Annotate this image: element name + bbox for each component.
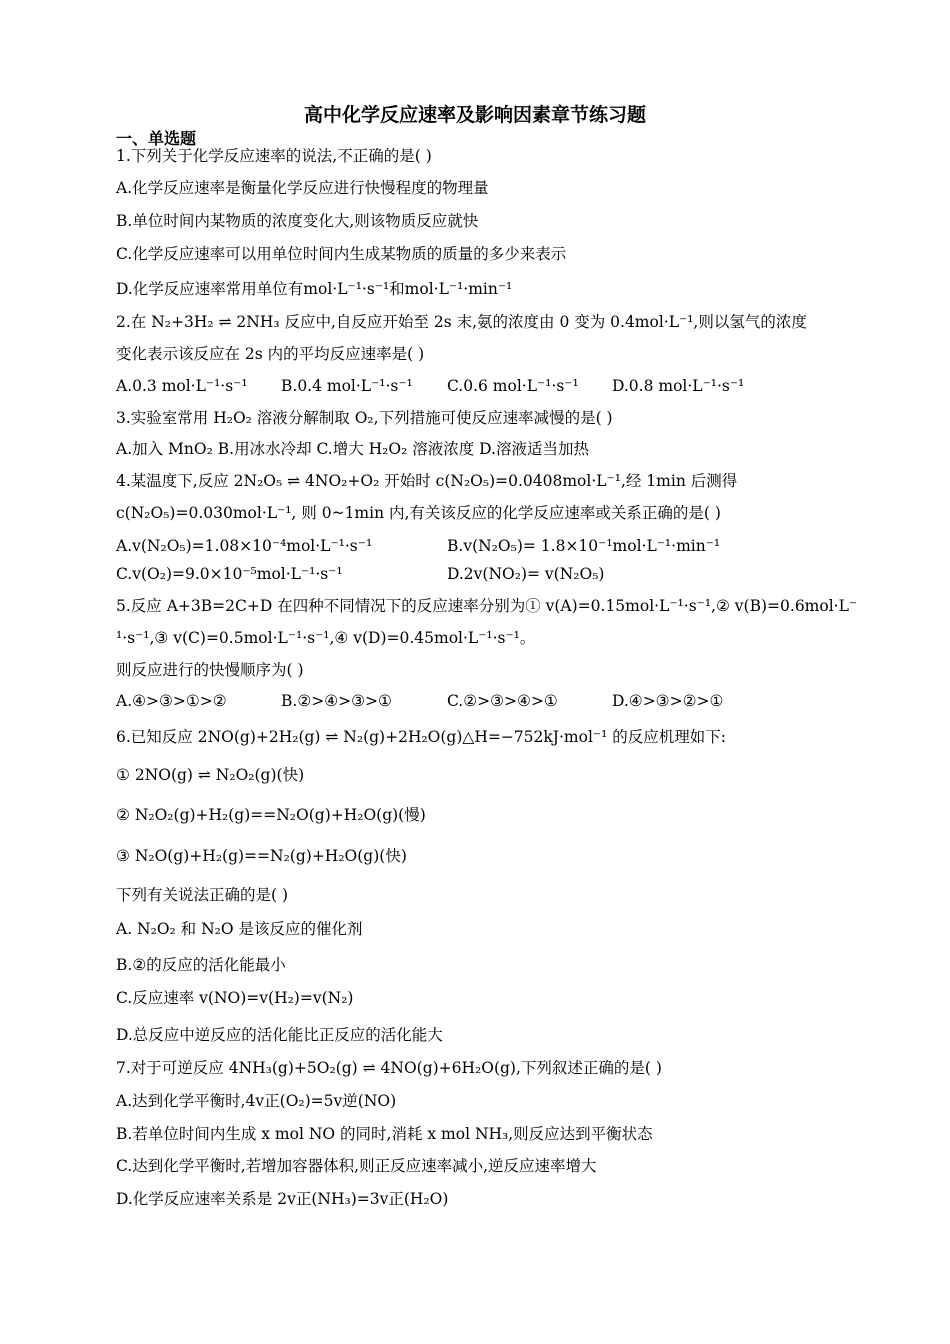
question-6-step-1: ① 2NO(g) ⇌ N₂O₂(g)(快): [116, 766, 305, 784]
question-5-option-b: B.②>④>③>①: [281, 692, 392, 710]
question-4-stem-line1: 4.某温度下,反应 2N₂O₅ ⇌ 4NO₂+O₂ 开始时 c(N₂O₅)=0.0408mol·L⁻¹,经 1min 后测得: [116, 472, 738, 490]
question-5-stem-line1: 5.反应 A+3B=2C+D 在四种不同情况下的反应速率分别为① v(A)=0.15mol·L⁻¹·s⁻¹,② v(B)=0.6mol·L⁻: [116, 597, 858, 615]
question-1-stem: 1.下列关于化学反应速率的说法,不正确的是( ): [116, 147, 432, 165]
question-2-stem-line2: 变化表示该反应在 2s 内的平均反应速率是( ): [116, 345, 425, 363]
question-4-option-c: C.v(O₂)=9.0×10⁻⁵mol·L⁻¹·s⁻¹: [116, 565, 343, 583]
question-6-option-d: D.总反应中逆反应的活化能比正反应的活化能大: [116, 1026, 443, 1044]
question-5-option-a: A.④>③>①>②: [116, 692, 227, 710]
question-6-option-b: B.②的反应的活化能最小: [116, 956, 286, 974]
question-3-options: A.加入 MnO₂ B.用冰水冷却 C.增大 H₂O₂ 溶液浓度 D.溶液适当加热: [116, 440, 589, 458]
question-4-option-d: D.2v(NO₂)= v(N₂O₅): [447, 565, 605, 583]
question-2-option-b: B.0.4 mol·L⁻¹·s⁻¹: [281, 377, 413, 395]
question-7-stem: 7.对于可逆反应 4NH₃(g)+5O₂(g) ⇌ 4NO(g)+6H₂O(g),下列叙述正确的是( ): [116, 1059, 662, 1077]
question-5-stem-line3: 则反应进行的快慢顺序为( ): [116, 661, 304, 679]
question-1-option-a: A.化学反应速率是衡量化学反应进行快慢程度的物理量: [116, 179, 489, 197]
question-6-prompt: 下列有关说法正确的是( ): [116, 886, 289, 904]
question-2-option-c: C.0.6 mol·L⁻¹·s⁻¹: [447, 377, 579, 395]
question-1-option-c: C.化学反应速率可以用单位时间内生成某物质的质量的多少来表示: [116, 245, 567, 263]
question-6-option-c: C.反应速率 v(NO)=v(H₂)=v(N₂): [116, 989, 354, 1007]
question-5-option-d: D.④>③>②>①: [612, 692, 724, 710]
question-6-step-3: ③ N₂O(g)+H₂(g)==N₂(g)+H₂O(g)(快): [116, 847, 407, 865]
question-4-option-a: A.v(N₂O₅)=1.08×10⁻⁴mol·L⁻¹·s⁻¹: [116, 537, 373, 555]
question-4-stem-line2: c(N₂O₅)=0.030mol·L⁻¹, 则 0~1min 内,有关该反应的化学反应速率或关系正确的是( ): [116, 504, 721, 522]
section-heading: 一、单选题: [116, 129, 197, 148]
question-7-option-d: D.化学反应速率关系是 2v正(NH₃)=3v正(H₂O): [116, 1190, 449, 1208]
question-1-option-d: D.化学反应速率常用单位有mol·L⁻¹·s⁻¹和mol·L⁻¹·min⁻¹: [116, 280, 513, 298]
question-5-stem-line2: ¹·s⁻¹,③ v(C)=0.5mol·L⁻¹·s⁻¹,④ v(D)=0.45mol·L⁻¹·s⁻¹。: [116, 629, 536, 647]
question-5-option-c: C.②>③>④>①: [447, 692, 558, 710]
question-3-stem: 3.实验室常用 H₂O₂ 溶液分解制取 O₂,下列措施可使反应速率减慢的是( ): [116, 409, 613, 427]
question-2-option-d: D.0.8 mol·L⁻¹·s⁻¹: [612, 377, 745, 395]
question-2-stem-line1: 2.在 N₂+3H₂ ⇌ 2NH₃ 反应中,自反应开始至 2s 末,氨的浓度由 0 变为 0.4mol·L⁻¹,则以氢气的浓度: [116, 313, 807, 331]
question-1-option-b: B.单位时间内某物质的浓度变化大,则该物质反应就快: [116, 212, 479, 230]
page-title: 高中化学反应速率及影响因素章节练习题: [303, 104, 646, 126]
question-6-option-a: A. N₂O₂ 和 N₂O 是该反应的催化剂: [116, 920, 363, 938]
question-6-step-2: ② N₂O₂(g)+H₂(g)==N₂O(g)+H₂O(g)(慢): [116, 806, 426, 824]
question-4-option-b: B.v(N₂O₅)= 1.8×10⁻¹mol·L⁻¹·min⁻¹: [447, 537, 721, 555]
question-7-option-a: A.达到化学平衡时,4v正(O₂)=5v逆(NO): [116, 1092, 397, 1110]
question-6-stem: 6.已知反应 2NO(g)+2H₂(g) ⇌ N₂(g)+2H₂O(g)△H=−752kJ·mol⁻¹ 的反应机理如下:: [116, 728, 726, 746]
question-7-option-b: B.若单位时间内生成 x mol NO 的同时,消耗 x mol NH₃,则反应达到平衡状态: [116, 1125, 653, 1143]
question-2-option-a: A.0.3 mol·L⁻¹·s⁻¹: [116, 377, 248, 395]
question-7-option-c: C.达到化学平衡时,若增加容器体积,则正反应速率减小,逆反应速率增大: [116, 1157, 597, 1175]
